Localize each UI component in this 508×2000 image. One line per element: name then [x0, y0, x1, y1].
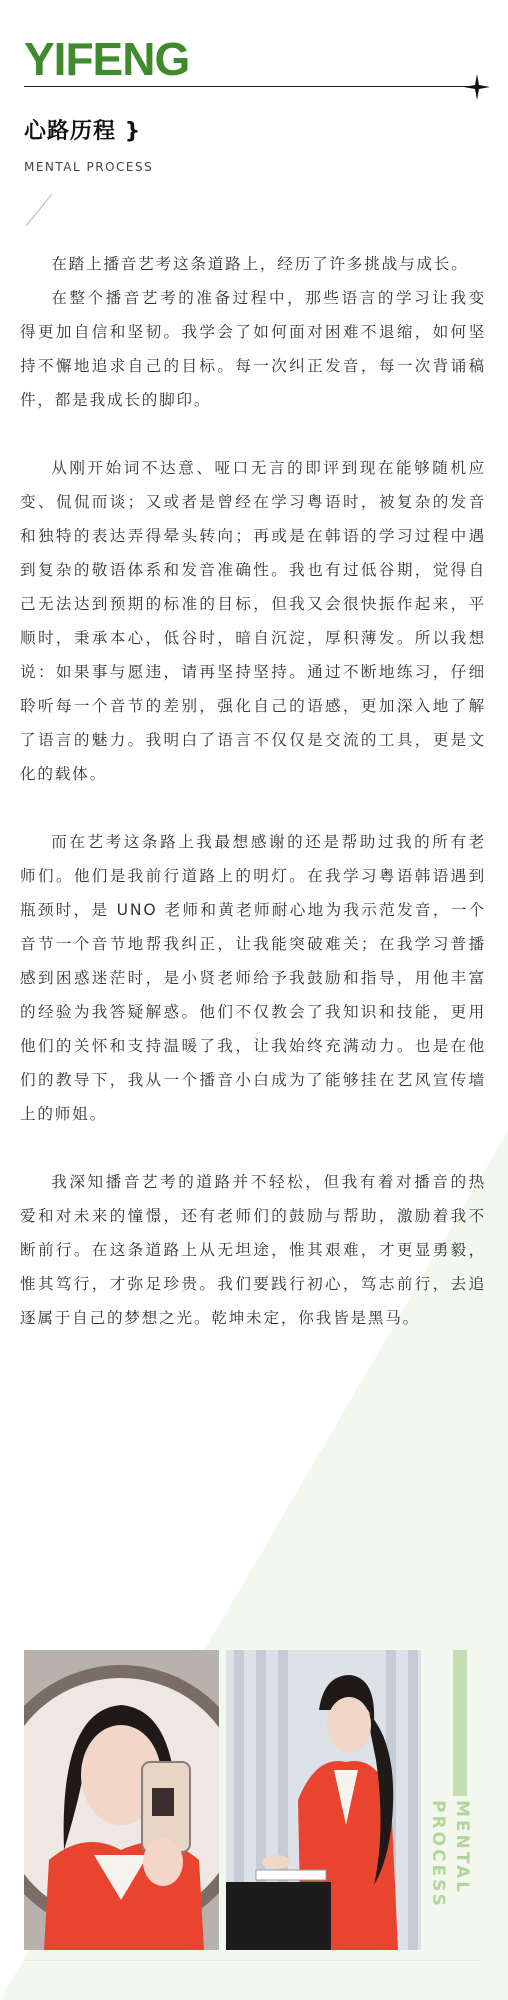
- sparkle-icon: [464, 74, 490, 100]
- section-subtitle: MENTAL PROCESS: [24, 160, 154, 174]
- article-paragraph: 从刚开始词不达意、哑口无言的即评到现在能够随机应变、侃侃而谈；又或者是曾经在学习粤语时，被复杂的发音和独特的表达弄得晕头转向；再或是在韩语的学习过程中遇到复杂的敬语体系和发音准确性。我也有过低谷期，觉得自己无法达到预期的标准的目标，但我又会很快振作起来，平顺时，秉承本心，低谷时，暗自沉淀，厚积薄发。所以我想说：如果事与愿违，请再坚持坚持。通过不断地练习，仔细聆听每一个音节的差别，强化自己的语感，更加深入地了解了语言的魅力。我明白了语言不仅仅是交流的工具，更是文化的载体。: [20, 459, 486, 783]
- vertical-caption: MENTAL PROCESS: [428, 1800, 472, 1909]
- section-title: 心路历程 }: [24, 119, 142, 144]
- photo-at-piano: [226, 1650, 421, 1950]
- article-paragraph: 我深知播音艺考的道路并不轻松，但我有着对播音的热爱和对未来的憧憬，还有老师们的鼓励与帮助，激励着我不断前行。在这条道路上从无坦途，惟其艰难，才更显勇毅，惟其笃行，才弥足珍贵。我们要践行初心，笃志前行，去追逐属于自己的梦想之光。乾坤未定，你我皆是黑马。: [20, 1173, 486, 1327]
- header-divider: [24, 86, 480, 87]
- article-body: [20, 247, 486, 1335]
- photo-mirror-selfie: [24, 1650, 219, 1950]
- brand-logo: YIFENG: [24, 36, 190, 76]
- footer-divider: [24, 1960, 480, 1961]
- article-paragraph: 在踏上播音艺考这条道路上，经历了许多挑战与成长。: [51, 255, 469, 273]
- accent-bar: [453, 1650, 467, 1796]
- article-paragraph: 在整个播音艺考的准备过程中，那些语言的学习让我变得更加自信和坚韧。我学会了如何面对困难不退缩，如何坚持不懈地追求自己的目标。每一次纠正发音，每一次背诵稿件，都是我成长的脚印。: [20, 289, 486, 409]
- article-paragraph: 而在艺考这条路上我最想感谢的还是帮助过我的所有老师们。他们是我前行道路上的明灯。在我学习粤语韩语遇到瓶颈时，是 UNO 老师和黄老师耐心地为我示范发音，一个音节一个音节地帮我纠正，让我能突破难关；在我学习普播感到困惑迷茫时，是小贤老师给予我鼓励和指导，用他丰富的经验为我答疑解惑。他们不仅教会了我知识和技能，更用他们的关怀和支持温暖了我，让我始终充满动力。也是在他们的教导下，我从一个播音小白成为了能够挂在艺风宣传墙上的师姐。: [20, 833, 486, 1123]
- slash-decoration-icon: [24, 192, 54, 228]
